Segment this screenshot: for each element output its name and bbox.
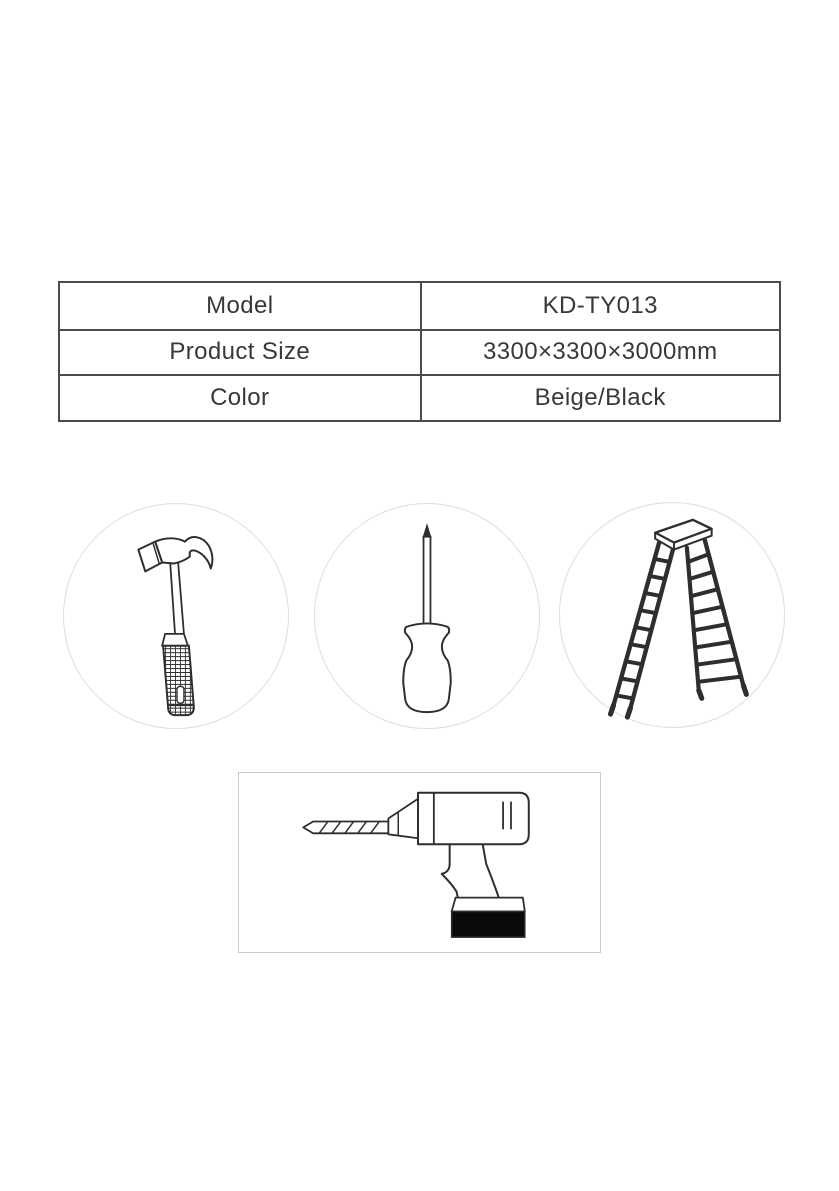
drill-panel [238, 772, 601, 953]
tool-badge-ladder [559, 502, 785, 728]
spec-value-color: Beige/Black [420, 374, 780, 420]
spec-label-color: Color [60, 374, 420, 420]
hammer-icon [64, 504, 288, 728]
tool-badge-hammer [63, 503, 289, 729]
screwdriver-icon [315, 504, 539, 728]
electric-drill-icon [239, 773, 600, 952]
spec-value-product-size: 3300×3300×3000mm [420, 329, 780, 375]
spec-label-product-size: Product Size [60, 329, 420, 375]
spec-table [58, 281, 781, 422]
step-ladder-icon [560, 503, 784, 727]
spec-label-model: Model [206, 291, 274, 319]
tool-badge-screwdriver [314, 503, 540, 729]
spec-value-model: KD-TY013 [420, 283, 780, 329]
